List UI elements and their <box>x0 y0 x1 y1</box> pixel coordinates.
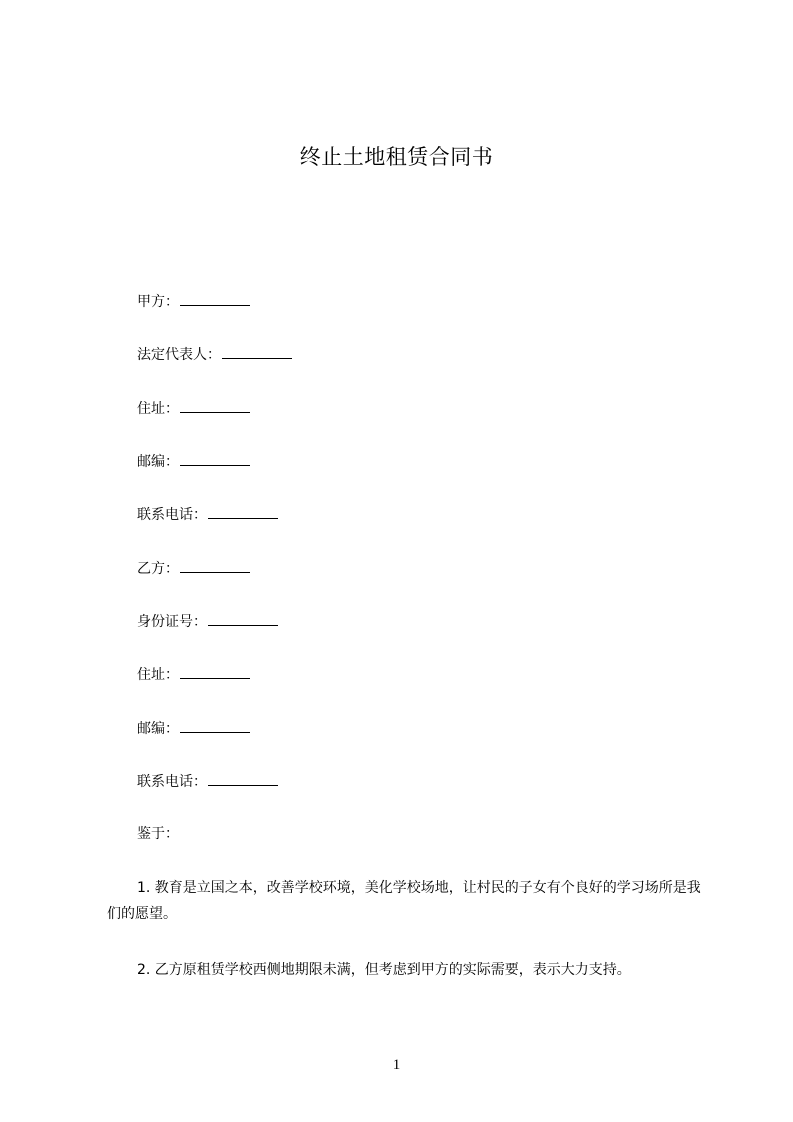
fill-blank <box>180 398 250 413</box>
field-label: 联系电话： <box>137 774 207 790</box>
clause-paragraph-1: 1. 教育是立国之本，改善学校环境，美化学校场地，让村民的子女有个良好的学习场所是我们的愿望。 <box>107 880 701 922</box>
fill-blank <box>180 451 250 466</box>
field-label: 住址： <box>137 667 179 683</box>
fill-blank <box>180 664 250 679</box>
whereas-heading: 鉴于： <box>137 826 179 842</box>
field-label: 邮编： <box>137 454 179 470</box>
page-number: 1 <box>392 1057 401 1073</box>
field-label: 联系电话： <box>137 507 207 523</box>
field-label: 邮编： <box>137 721 179 737</box>
party-a-field <box>137 291 250 312</box>
field-label: 身份证号： <box>137 614 207 630</box>
party-a-phone-field <box>137 504 278 525</box>
party-b-field <box>137 558 250 579</box>
field-label: 法定代表人： <box>137 347 221 363</box>
document-title: 终止土地租赁合同书 <box>299 145 494 169</box>
field-label: 乙方： <box>137 561 179 577</box>
clause-paragraph-2: 2. 乙方原租赁学校西侧地期限未满，但考虑到甲方的实际需要，表示大力支持。 <box>137 962 631 978</box>
party-a-address-field <box>137 398 250 419</box>
field-label: 甲方： <box>137 294 179 310</box>
party-b-address-field <box>137 664 250 685</box>
legal-representative-field <box>137 344 292 365</box>
fill-blank <box>208 504 278 519</box>
fill-blank <box>180 718 250 733</box>
party-a-postcode-field <box>137 451 250 472</box>
fill-blank <box>180 291 250 306</box>
fill-blank <box>208 771 278 786</box>
party-b-phone-field <box>137 771 278 792</box>
party-b-postcode-field <box>137 718 250 739</box>
fill-blank <box>180 558 250 573</box>
id-number-field <box>137 611 278 632</box>
fill-blank <box>208 611 278 626</box>
fill-blank <box>222 344 292 359</box>
field-label: 住址： <box>137 401 179 417</box>
